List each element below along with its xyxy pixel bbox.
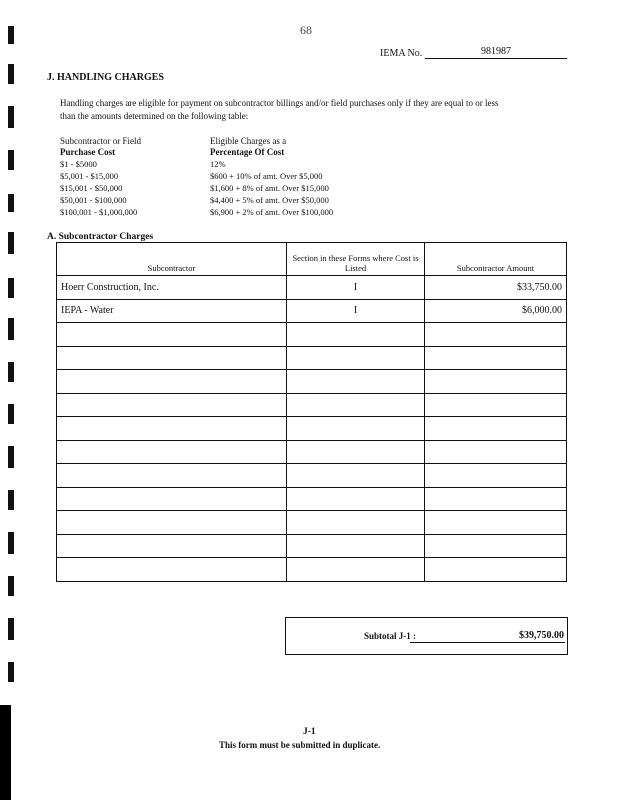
binder-hole [8,64,14,84]
table-row [57,511,567,535]
amount-cell[interactable] [425,534,567,558]
handling-col1-header: Subcontractor or Field [60,136,141,146]
subtotal-box [285,617,568,655]
binder-hole [8,26,14,44]
binder-hole [8,490,14,510]
section-cell[interactable] [287,487,425,511]
subcontractor-name-cell[interactable]: Hoerr Construction, Inc. [57,276,287,300]
handling-col2-subheader: Percentage Of Cost [210,147,285,157]
subtotal-underline [410,642,565,643]
amount-cell[interactable] [425,464,567,488]
scan-edge [0,705,11,800]
footer-note: This form must be submitted in duplicate. [219,740,381,750]
table-row [57,276,567,300]
binder-hole [8,662,14,682]
amount-cell[interactable] [425,393,567,417]
handling-col2-header: Eligible Charges as a [210,136,287,146]
section-cell[interactable]: I [287,276,425,300]
iema-underline [425,58,567,59]
subtotal-value[interactable]: $39,750.00 [519,630,564,641]
subcontractor-name-cell[interactable] [57,558,287,582]
amount-cell[interactable] [425,440,567,464]
iema-label: IEMA No. [380,48,423,59]
subcontractor-charges-heading: A. Subcontractor Charges [47,232,154,242]
section-cell[interactable] [287,511,425,535]
amount-cell[interactable] [425,417,567,441]
subcontractor-name-cell[interactable]: IEPA - Water [57,299,287,323]
section-cell[interactable] [287,558,425,582]
subcontractor-name-cell[interactable] [57,487,287,511]
table-row [57,393,567,417]
binder-hole [8,106,14,128]
binder-holes [0,0,18,800]
subtotal-label: Subtotal J-1 : [364,631,417,641]
page-number: 68 [300,23,312,37]
section-cell[interactable] [287,323,425,347]
handling-charge: $6,900 + 2% of amt. Over $100,000 [210,207,334,217]
subcontractor-name-cell[interactable] [57,464,287,488]
section-cell[interactable] [287,417,425,441]
table-row [57,464,567,488]
table-row [57,487,567,511]
subcontractor-name-cell[interactable] [57,346,287,370]
table-row [57,440,567,464]
table-row [57,534,567,558]
table-row [57,346,567,370]
subcontractor-name-cell[interactable] [57,393,287,417]
iema-number: 981987 [481,46,511,57]
handling-range: $15,001 - $50,000 [60,183,123,193]
column-header-section: Section in these Forms where Cost is Listed [287,243,425,276]
section-cell[interactable] [287,393,425,417]
handling-range: $5,001 - $15,000 [60,171,119,181]
form-code: J-1 [303,727,316,737]
handling-charge: $1,600 + 8% of amt. Over $15,000 [210,183,329,193]
table-header-row [57,243,567,276]
binder-hole [8,446,14,468]
table-row [57,370,567,394]
amount-cell[interactable] [425,487,567,511]
amount-cell[interactable] [425,346,567,370]
section-cell[interactable] [287,346,425,370]
section-cell[interactable]: I [287,299,425,323]
section-cell[interactable] [287,370,425,394]
amount-cell[interactable] [425,370,567,394]
section-cell[interactable] [287,440,425,464]
column-header-subcontractor: Subcontractor [57,243,287,276]
amount-cell[interactable]: $33,750.00 [425,276,567,300]
section-cell[interactable] [287,534,425,558]
table-row [57,558,567,582]
binder-hole [8,404,14,424]
table-row [57,417,567,441]
binder-hole [8,232,14,254]
subcontractor-name-cell[interactable] [57,511,287,535]
amount-cell[interactable] [425,511,567,535]
table-row [57,299,567,323]
handling-range: $100,001 - $1,000,000 [60,207,138,217]
column-header-amount: Subcontractor Amount [425,243,567,276]
amount-cell[interactable] [425,558,567,582]
subcontractor-name-cell[interactable] [57,440,287,464]
subcontractor-name-cell[interactable] [57,417,287,441]
handling-charge: $600 + 10% of amt. Over $5,000 [210,171,323,181]
table-row [57,323,567,347]
section-cell[interactable] [287,464,425,488]
amount-cell[interactable]: $6,000.00 [425,299,567,323]
handling-range: $1 - $5000 [60,159,97,169]
subcontractor-table [56,242,567,582]
handling-charge: 12% [210,159,226,169]
handling-col1-subheader: Purchase Cost [60,147,116,157]
amount-cell[interactable] [425,323,567,347]
subcontractor-name-cell[interactable] [57,534,287,558]
handling-range: $50,001 - $100,000 [60,195,127,205]
intro-paragraph: Handling charges are eligible for payment on subcontractor billings and/or field purchases only if they are equal to or less than the amounts determined on the following table: [60,98,499,121]
handling-charge: $4,400 + 5% of amt. Over $50,000 [210,195,329,205]
binder-hole [8,278,14,298]
binder-hole [8,362,14,382]
section-title: J. HANDLING CHARGES [47,72,164,83]
binder-hole [8,618,14,640]
binder-hole [8,318,14,340]
subcontractor-name-cell[interactable] [57,323,287,347]
subcontractor-name-cell[interactable] [57,370,287,394]
binder-hole [8,532,14,554]
binder-hole [8,576,14,596]
binder-hole [8,194,14,212]
binder-hole [8,150,14,170]
